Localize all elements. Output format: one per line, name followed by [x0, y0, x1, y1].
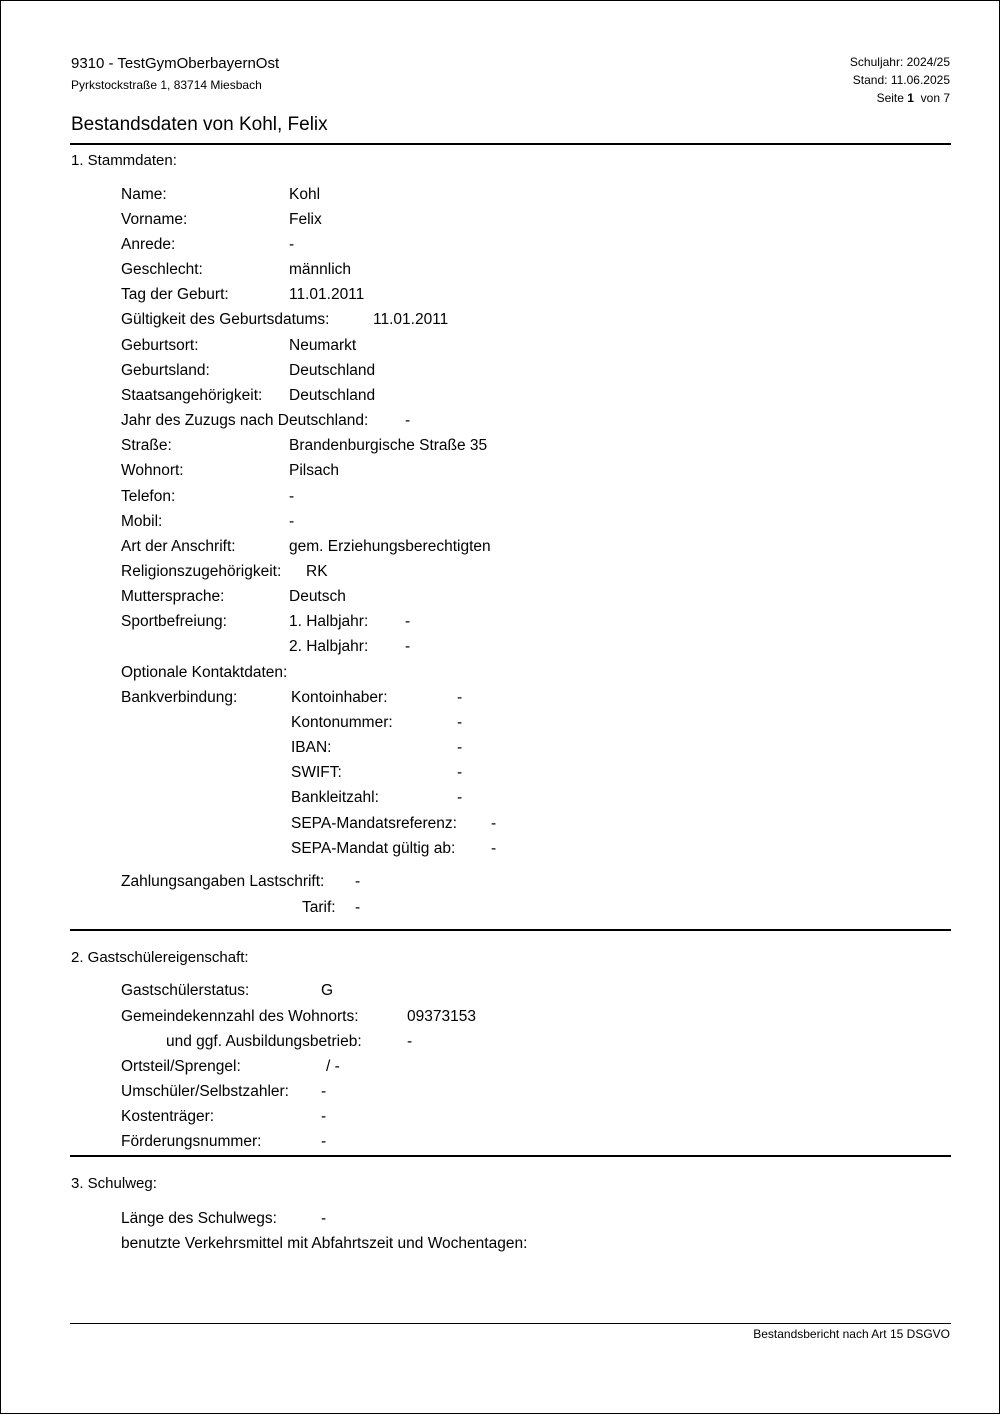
- sport-h1-value: -: [405, 613, 411, 630]
- section-divider: [70, 929, 951, 931]
- field-label: Gültigkeit des Geburtsdatums:: [121, 311, 330, 328]
- field-label: Art der Anschrift:: [121, 538, 236, 555]
- school-name: 9310 - TestGymOberbayernOst: [71, 55, 280, 72]
- zahlung-label: Zahlungsangaben Lastschrift:: [121, 873, 325, 890]
- sport-h1-label: 1. Halbjahr:: [289, 613, 369, 630]
- bank-field-value: -: [491, 840, 497, 857]
- page-number: [877, 91, 950, 105]
- field-value: Kohl: [289, 186, 321, 203]
- sport-h2-label: 2. Halbjahr:: [289, 638, 369, 655]
- page-current: 1: [907, 91, 914, 105]
- sport-h2-value: -: [405, 638, 411, 655]
- bank-field-label: SWIFT:: [291, 764, 342, 781]
- field-label: Vorname:: [121, 211, 188, 228]
- umschueler-label: Umschüler/Selbstzahler:: [121, 1083, 289, 1100]
- field-label: Staatsangehörigkeit:: [121, 387, 263, 404]
- bank-field-value: -: [457, 739, 463, 756]
- field-value: Deutsch: [289, 588, 346, 605]
- bank-field-label: IBAN:: [291, 739, 332, 756]
- bank-field-value: -: [457, 714, 463, 731]
- bank-field-value: -: [491, 815, 497, 832]
- field-value: Brandenburgische Straße 35: [289, 437, 488, 454]
- field-label: Jahr des Zuzugs nach Deutschland:: [121, 412, 369, 429]
- tarif-value: -: [355, 899, 361, 916]
- bank-field-value: -: [457, 764, 463, 781]
- field-label: Wohnort:: [121, 462, 184, 479]
- gemeinde-value: 09373153: [407, 1008, 476, 1025]
- field-value: 11.01.2011: [289, 286, 365, 303]
- page-title: Bestandsdaten von Kohl, Felix: [71, 114, 328, 135]
- foerderung-label: Förderungsnummer:: [121, 1133, 262, 1150]
- field-value: RK: [306, 563, 328, 580]
- optional-contact-heading: Optionale Kontaktdaten:: [121, 664, 288, 681]
- umschueler-value: -: [321, 1083, 327, 1100]
- field-value: 11.01.2011: [373, 311, 449, 328]
- verkehrsmittel-label: benutzte Verkehrsmittel mit Abfahrtszeit und Wochentagen:: [121, 1235, 528, 1252]
- field-value: Deutschland: [289, 362, 376, 379]
- field-label: Anrede:: [121, 236, 176, 253]
- field-value: Pilsach: [289, 462, 339, 479]
- field-value: Deutschland: [289, 387, 376, 404]
- field-label: Geburtsort:: [121, 337, 199, 354]
- field-value: -: [289, 513, 295, 530]
- schulweg-laenge-label: Länge des Schulwegs:: [121, 1210, 277, 1227]
- ausbildung-value: -: [407, 1033, 413, 1050]
- field-value: Felix: [289, 211, 322, 228]
- bank-field-label: Bankleitzahl:: [291, 789, 379, 806]
- bank-field-label: Kontonummer:: [291, 714, 393, 731]
- ortsteil-value: / -: [326, 1058, 340, 1075]
- footer-divider: [70, 1323, 951, 1324]
- section-schulweg-heading: 3. Schulweg:: [71, 1175, 157, 1192]
- tarif-label: Tarif:: [302, 899, 336, 916]
- bank-field-value: -: [457, 689, 463, 706]
- ortsteil-label: Ortsteil/Sprengel:: [121, 1058, 241, 1075]
- bank-field-label: SEPA-Mandatsreferenz:: [291, 815, 457, 832]
- page-suffix: von 7: [920, 91, 950, 105]
- field-label: Name:: [121, 186, 167, 203]
- field-label: Tag der Geburt:: [121, 286, 229, 303]
- zahlung-value: -: [355, 873, 361, 890]
- section-stammdaten-heading: 1. Stammdaten:: [71, 152, 177, 169]
- section-gastschueler-heading: 2. Gastschülereigenschaft:: [71, 949, 249, 966]
- bank-field-label: Kontoinhaber:: [291, 689, 388, 706]
- field-label: Geburtsland:: [121, 362, 210, 379]
- field-label: Mobil:: [121, 513, 163, 530]
- kostentraeger-value: -: [321, 1108, 327, 1125]
- field-value: -: [289, 488, 295, 505]
- bank-field-label: SEPA-Mandat gültig ab:: [291, 840, 456, 857]
- field-label: Telefon:: [121, 488, 176, 505]
- title-divider: [70, 143, 951, 145]
- ausbildung-label: und ggf. Ausbildungsbetrieb:: [166, 1033, 362, 1050]
- field-label: Straße:: [121, 437, 172, 454]
- field-value: Neumarkt: [289, 337, 357, 354]
- field-value: gem. Erziehungsberechtigten: [289, 538, 491, 555]
- schuljahr: Schuljahr: 2024/25: [849, 55, 950, 69]
- foerderung-value: -: [321, 1133, 327, 1150]
- sport-label: Sportbefreiung:: [121, 613, 227, 630]
- section-divider: [70, 1155, 951, 1157]
- bank-field-value: -: [457, 789, 463, 806]
- stand-date: Stand: 11.06.2025: [852, 73, 950, 87]
- field-value: -: [405, 412, 411, 429]
- gast-status-label: Gastschülerstatus:: [121, 982, 250, 999]
- field-label: Muttersprache:: [121, 588, 225, 605]
- field-value: männlich: [289, 261, 352, 278]
- field-label: Religionszugehörigkeit:: [121, 563, 282, 580]
- footer-text: Bestandsbericht nach Art 15 DSGVO: [753, 1327, 950, 1341]
- gemeinde-label: Gemeindekennzahl des Wohnorts:: [121, 1008, 359, 1025]
- field-label: Geschlecht:: [121, 261, 203, 278]
- school-address: Pyrkstockstraße 1, 83714 Miesbach: [71, 78, 262, 92]
- page-prefix: Seite: [876, 91, 904, 105]
- field-value: -: [289, 236, 295, 253]
- kostentraeger-label: Kostenträger:: [121, 1108, 215, 1125]
- bank-label: Bankverbindung:: [121, 689, 238, 706]
- gast-status-value: G: [321, 982, 334, 999]
- schulweg-laenge-value: -: [321, 1210, 327, 1227]
